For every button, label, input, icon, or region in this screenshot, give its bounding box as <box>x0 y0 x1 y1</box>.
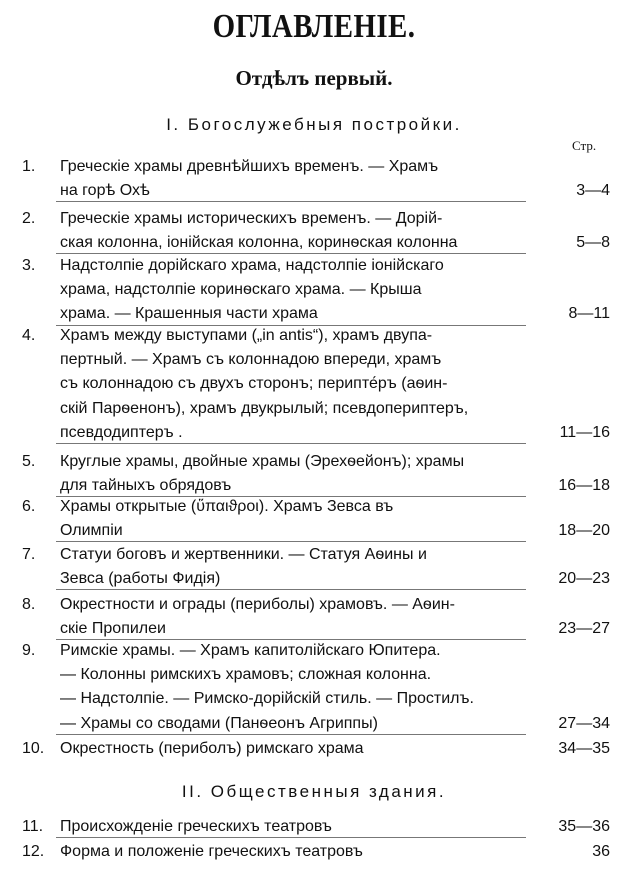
entry-separator <box>56 589 526 590</box>
entry-text-line: Происхожденiе греческихъ театровъ <box>60 818 332 835</box>
entry-text-line: Форма и положенiе греческихъ театровъ <box>60 843 363 860</box>
entry-text-line: скiе Пропилеи <box>60 620 166 638</box>
entry-text-line: Статуи боговъ и жертвенники. — Статуя Аѳины и <box>60 546 427 563</box>
entry-number: 9. <box>22 642 36 659</box>
entry-number: 8. <box>22 596 36 613</box>
entry-separator <box>56 734 526 735</box>
division-heading: Отдѣлъ первый. <box>235 66 393 90</box>
entry-text-line: съ колоннадою съ двухъ сторонъ; перипте́ръ (аѳин- <box>60 375 448 393</box>
page-title: ОГЛАВЛЕНIЕ. <box>212 8 416 45</box>
entry-pages: 34—35 <box>558 740 610 757</box>
entry-number: 12. <box>22 843 45 860</box>
entry-text-line: для тайныхъ обрядовъ <box>60 477 232 495</box>
section-heading-2: II. Общественныя здания. <box>181 782 447 801</box>
entry-text-line: Греческiе храмы историческихъ временъ. — Дорiй- <box>60 210 443 227</box>
entry-text-line: Греческiе храмы древнѣйшихъ временъ. — Храмъ <box>60 158 439 175</box>
entry-text-line: ская колонна, iонiйская колонна, коринѳская колонна <box>60 234 458 252</box>
entry-text-line: на горѣ Охѣ <box>60 182 150 200</box>
entry-text-line: — Надстолпiе. — Римско-дорiйскiй стиль. — Простилъ. <box>60 690 474 708</box>
entry-pages: 35—36 <box>558 818 610 835</box>
entry-pages: 16—18 <box>558 477 610 495</box>
entry-separator <box>56 837 526 838</box>
entry-text-line: Окрестности и ограды (периболы) храмовъ. — Аѳин- <box>60 596 455 613</box>
entry-number: 7. <box>22 546 36 563</box>
entry-number: 5. <box>22 453 36 470</box>
entry-text-line: Круглые храмы, двойные храмы (Эрехѳейонъ); храмы <box>60 453 465 470</box>
entry-text-line: Надстолпiе дорiйскаго храма, надстолпiе iонiйскаго <box>60 257 444 274</box>
entry-text-line: Олимпiи <box>60 522 123 540</box>
section-heading-1: I. Богослужебныя постройки. <box>166 115 462 134</box>
entry-pages: 11—16 <box>559 423 610 441</box>
entry-text-line: храма. — Крашенныя части храма <box>60 305 318 323</box>
entry-pages: 3—4 <box>576 182 610 200</box>
entry-number: 2. <box>22 210 36 227</box>
entry-pages: 5—8 <box>576 234 610 252</box>
entry-pages: 8—11 <box>568 305 610 323</box>
entry-text-line: Окрестность (периболъ) римскаго храма <box>60 740 364 757</box>
entry-text-line: скiй Парѳенонъ), храмъ двукрылый; псевдопериптеръ, <box>60 399 469 417</box>
entry-text-line: храма, надстолпiе коринѳскаго храма. — Крыша <box>60 281 422 299</box>
entry-text-line: — Колонны римскихъ храмовъ; сложная колонна. <box>60 666 432 684</box>
entry-pages: 27—34 <box>558 714 610 732</box>
entry-number: 6. <box>22 498 36 515</box>
entry-number: 1. <box>22 158 36 175</box>
entry-text-line: Храмы открытые (ὕπαιϑροι). Храмъ Зевса въ <box>60 498 394 515</box>
entry-text-line: Зевса (работы Фидiя) <box>60 570 221 588</box>
entry-text-line: псевдодиптеръ . <box>60 423 183 441</box>
entry-text-line: — Храмы со сводами (Панѳеонъ Агриппы) <box>60 714 378 732</box>
entry-text-line: Римскiе храмы. — Храмъ капитолiйскаго Юпитера. <box>60 642 441 659</box>
entry-number: 11. <box>22 818 44 835</box>
entry-separator <box>56 201 526 202</box>
entry-pages: 18—20 <box>558 522 610 540</box>
page-column-header: Стр. <box>572 138 597 153</box>
entry-text-line: пертный. — Храмъ съ колоннадою впереди, храмъ <box>60 351 442 369</box>
entry-pages: 23—27 <box>558 620 610 638</box>
entry-pages: 20—23 <box>558 570 610 588</box>
entry-pages: 36 <box>592 843 610 860</box>
entry-separator <box>56 443 526 444</box>
entry-number: 3. <box>22 257 36 274</box>
entry-text-line: Храмъ между выступами („in antis“), храмъ двупа- <box>60 327 433 344</box>
entry-number: 4. <box>22 327 36 344</box>
entry-number: 10. <box>22 740 45 757</box>
